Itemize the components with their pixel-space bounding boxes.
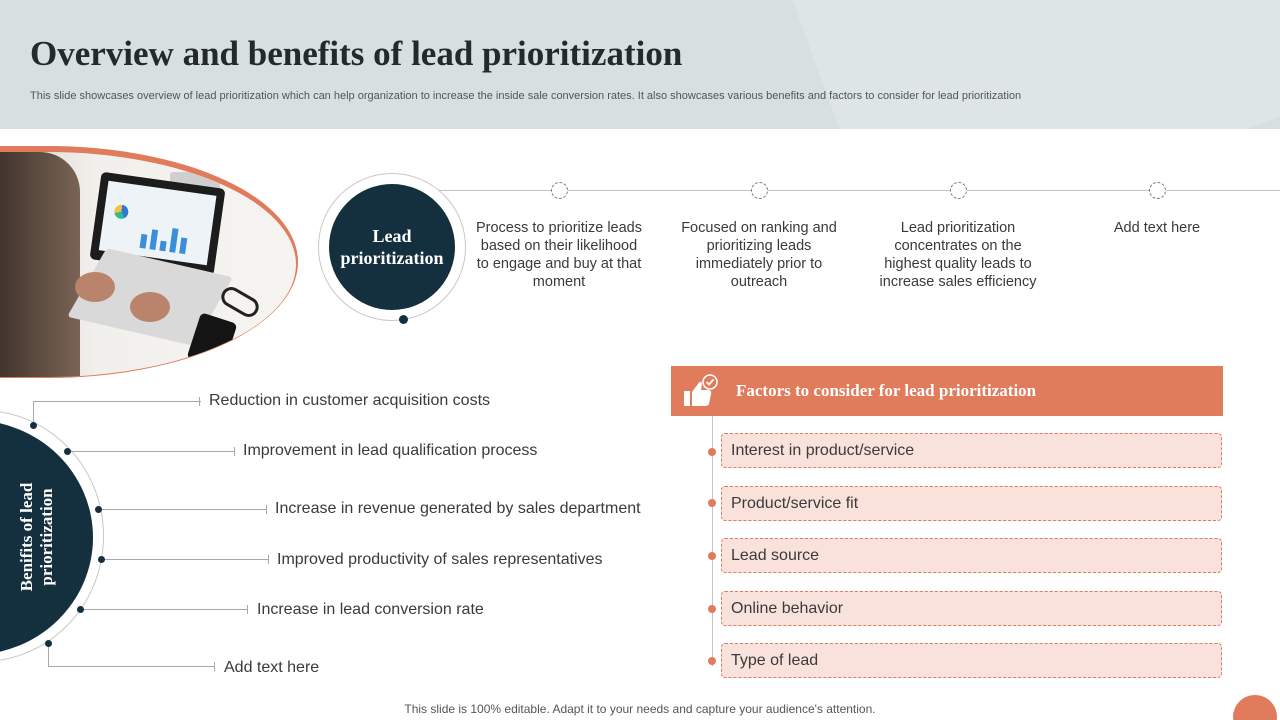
screen-bar [140,234,148,249]
benefit-item: Improved productivity of sales representatives [277,551,603,568]
benefit-dot [95,506,102,513]
factor-dot [708,448,716,456]
header-sheen [784,0,1280,129]
benefit-connector [101,559,269,560]
factors-header [671,366,1223,416]
benefit-dot [30,422,37,429]
overview-point: Focused on ranking and prioritizing leads immediately prior to outreach [681,220,837,290]
factor-dot [708,552,716,560]
screen-bar [159,241,166,252]
header-band [0,0,1280,129]
overview-point: Add text here [1113,220,1201,236]
hand-shape [75,272,115,302]
benefit-connector-tick [214,662,215,671]
factor-item: Type of lead [721,643,1222,678]
lead-circle-label: Lead prioritization [340,226,444,268]
hand-shape [130,292,170,322]
benefit-dot [77,606,84,613]
glasses-shape [218,283,263,320]
person-shape [0,152,80,377]
factor-dot [708,657,716,665]
benefit-dot [64,448,71,455]
factor-item: Interest in product/service [721,433,1222,468]
page-title: Overview and benefits of lead prioritization [30,34,683,73]
benefit-connector-tick [268,555,269,564]
benefit-item: Increase in revenue generated by sales department [275,500,641,517]
timeline-node [551,182,568,199]
factor-dot [708,605,716,613]
benefit-connector [33,401,201,425]
benefit-item: Increase in lead conversion rate [257,601,484,618]
benefit-dot [98,556,105,563]
benefit-connector-tick [199,397,200,406]
benefit-connector [98,509,267,510]
overview-point: Process to prioritize leads based on their likelihood to engage and buy at that moment [475,220,642,290]
screen-bar [149,229,158,250]
factor-item: Product/service fit [721,486,1222,521]
benefit-connector-tick [266,505,267,514]
benefit-dot [45,640,52,647]
benefit-connector [48,643,215,667]
benefit-connector [67,451,235,452]
factors-title: Factors to consider for lead prioritization [736,381,1037,400]
corner-accent [1233,695,1277,720]
screen-bar [179,237,187,254]
timeline-node [1149,182,1166,199]
thumbs-up-check-icon [681,374,721,410]
benefit-connector-tick [234,447,235,456]
lead-prioritization-circle [329,184,455,310]
laptop-photo [0,152,296,377]
factor-item: Online behavior [721,591,1222,626]
benefit-item: Improvement in lead qualification process [243,442,538,459]
lead-circle-dot [399,315,408,324]
factor-dot [708,499,716,507]
screen-pie-icon [113,204,129,220]
factor-item: Lead source [721,538,1222,573]
footer-note: This slide is 100% editable. Adapt it to your needs and capture your audience's attention. [404,702,876,716]
benefit-connector [80,609,248,610]
page-subtitle: This slide showcases overview of lead prioritization which can help organization to increase the inside sale conversion rates. It also showcases various benefits and factors to consider for lead prioritization [30,90,1022,102]
benefits-label: Benifits of lead prioritization [17,482,56,592]
overview-point: Lead prioritization concentrates on the highest quality leads to increase sales efficiency [879,220,1037,290]
benefit-item: Reduction in customer acquisition costs [209,392,491,409]
benefit-connector-tick [247,605,248,614]
timeline-node [751,182,768,199]
benefit-item: Add text here [224,659,320,676]
screen-bar [169,228,178,253]
timeline-node [950,182,967,199]
